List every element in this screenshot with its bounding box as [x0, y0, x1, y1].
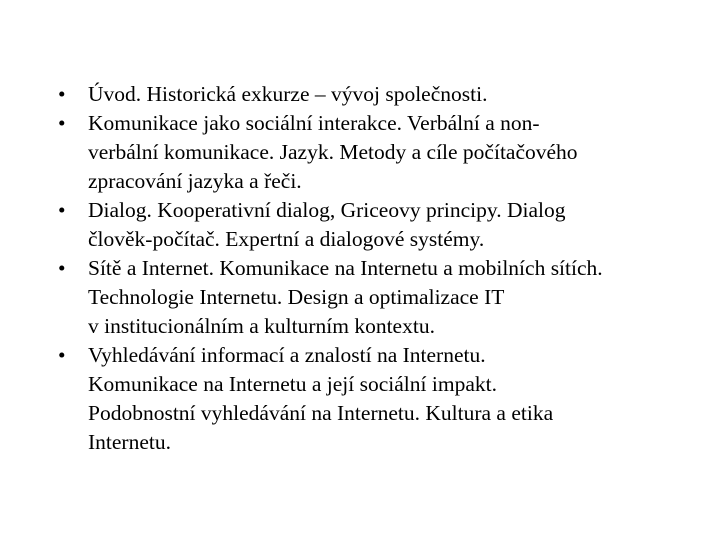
bullet-text-line: Komunikace na Internetu a její sociální impakt.: [88, 372, 497, 396]
bullet-icon: •: [58, 111, 66, 135]
bullet-text-line: Technologie Internetu. Design a optimalizace IT: [88, 285, 505, 309]
bullet-icon: •: [58, 82, 66, 106]
bullet-item-communication: [58, 109, 698, 196]
bullet-icon: •: [58, 343, 66, 367]
bullet-icon: •: [58, 256, 66, 280]
bullet-item-search: [58, 341, 698, 457]
bullet-item-intro: [58, 80, 698, 109]
bullet-list: [58, 80, 698, 457]
bullet-text-line: v institucionálním a kulturním kontextu.: [88, 314, 435, 338]
bullet-icon: •: [58, 198, 66, 222]
bullet-item-dialog: [58, 196, 698, 254]
bullet-item-networks: [58, 254, 698, 341]
bullet-text-line: Vyhledávání informací a znalostí na Internetu.: [88, 343, 486, 367]
bullet-text-line: Úvod. Historická exkurze – vývoj společnosti.: [88, 82, 488, 106]
bullet-text-line: Sítě a Internet. Komunikace na Internetu a mobilních sítích.: [88, 256, 603, 280]
bullet-text-line: Dialog. Kooperativní dialog, Griceovy principy. Dialog: [88, 198, 566, 222]
bullet-text-line: Podobnostní vyhledávání na Internetu. Kultura a etika: [88, 401, 554, 425]
bullet-text-line: verbální komunikace. Jazyk. Metody a cíle počítačového: [88, 140, 578, 164]
bullet-text-line: Komunikace jako sociální interakce. Verbální a non-: [88, 111, 540, 135]
bullet-text-line: Internetu.: [88, 430, 171, 454]
bullet-text-line: člověk-počítač. Expertní a dialogové systémy.: [88, 227, 485, 251]
bullet-text-line: zpracování jazyka a řeči.: [88, 169, 302, 193]
